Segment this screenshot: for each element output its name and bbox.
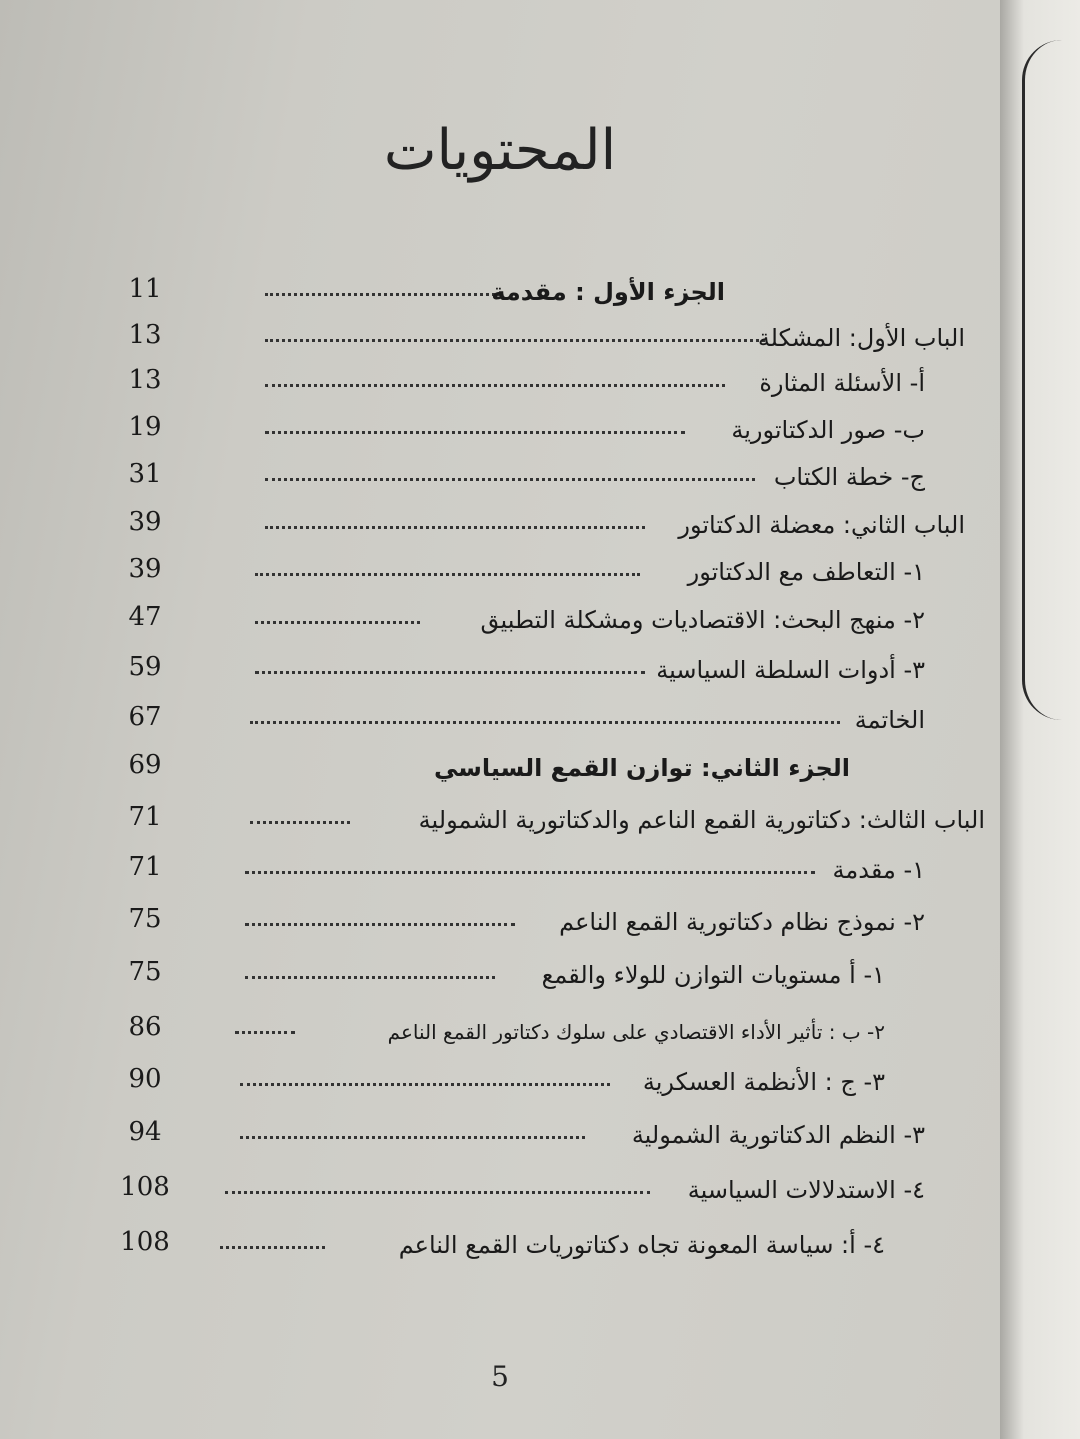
toc-entry bbox=[95, 840, 985, 884]
adjacent-page-edge bbox=[1000, 0, 1080, 1439]
toc-entry-label: ٣- أدوات السلطة السياسية bbox=[656, 656, 925, 684]
toc-page-number: 108 bbox=[120, 1172, 170, 1202]
toc-entry-label: أ- الأسئلة المثارة bbox=[759, 369, 925, 397]
toc-page-number: 69 bbox=[128, 750, 162, 780]
dot-leader bbox=[245, 976, 495, 979]
toc-entry-label: ٣- النظم الدكتاتورية الشمولية bbox=[631, 1121, 925, 1149]
toc-entry bbox=[95, 790, 985, 834]
toc-entry bbox=[95, 308, 985, 352]
dot-leader bbox=[255, 573, 640, 576]
dot-leader bbox=[245, 871, 815, 874]
toc-page-number: 39 bbox=[128, 554, 162, 584]
toc-page-number: 67 bbox=[128, 702, 162, 732]
dot-leader bbox=[265, 339, 765, 342]
dot-leader bbox=[245, 923, 515, 926]
page-number: 5 bbox=[491, 1360, 509, 1393]
toc-entry-label: ٢- ب : تأثير الأداء الاقتصادي على سلوك دكتاتور القمع الناعم bbox=[387, 1020, 885, 1044]
toc-entry bbox=[95, 400, 985, 444]
toc-entry bbox=[95, 690, 985, 734]
dot-leader bbox=[250, 721, 840, 724]
toc-page-number: 11 bbox=[128, 274, 162, 304]
toc-page-number: 75 bbox=[128, 904, 162, 934]
toc-entry bbox=[95, 495, 985, 539]
toc-entry bbox=[95, 738, 985, 782]
toc-page-number: 71 bbox=[128, 802, 162, 832]
toc-page-number: 90 bbox=[128, 1064, 162, 1094]
dot-leader bbox=[255, 671, 645, 674]
toc-entry-label: الخاتمة bbox=[854, 706, 925, 734]
toc-page-number: 75 bbox=[128, 957, 162, 987]
dot-leader bbox=[240, 1136, 585, 1139]
toc-page-number: 71 bbox=[128, 852, 162, 882]
bracket-decoration bbox=[1022, 40, 1080, 720]
toc-page-number: 47 bbox=[128, 602, 162, 632]
toc-page-number: 13 bbox=[128, 320, 162, 350]
dot-leader bbox=[250, 821, 350, 824]
toc-page-number: 39 bbox=[128, 507, 162, 537]
toc-page-number: 59 bbox=[128, 652, 162, 682]
toc-entry bbox=[95, 262, 985, 306]
toc-entry bbox=[95, 640, 985, 684]
page-title: المحتويات bbox=[383, 118, 617, 183]
toc-entry-label: ١- أ مستويات التوازن للولاء والقمع bbox=[541, 961, 885, 989]
toc-entry-label: ١- التعاطف مع الدكتاتور bbox=[687, 558, 925, 586]
dot-leader bbox=[255, 621, 420, 624]
toc-page-number: 94 bbox=[128, 1117, 162, 1147]
dot-leader bbox=[265, 526, 645, 529]
toc-entry bbox=[95, 1215, 985, 1259]
toc-entry-label: ٢- منهج البحث: الاقتصاديات ومشكلة التطبيق bbox=[480, 606, 925, 634]
dot-leader bbox=[265, 293, 500, 296]
dot-leader bbox=[220, 1246, 325, 1249]
toc-entry-label: ١- مقدمة bbox=[832, 856, 925, 884]
toc-entry bbox=[95, 892, 985, 936]
toc-entry-label: ٢- نموذج نظام دكتاتورية القمع الناعم bbox=[559, 908, 925, 936]
dot-leader bbox=[240, 1083, 610, 1086]
toc-entry-label: الجزء الأول : مقدمة bbox=[491, 278, 725, 306]
toc-page-number: 86 bbox=[128, 1012, 162, 1042]
toc-entry bbox=[95, 1105, 985, 1149]
toc-entry-label: الجزء الثاني: توازن القمع السياسي bbox=[433, 754, 850, 782]
toc-entry bbox=[95, 447, 985, 491]
toc-entry-label: ج- خطة الكتاب bbox=[773, 463, 925, 491]
dot-leader bbox=[265, 384, 725, 387]
toc-entry bbox=[95, 590, 985, 634]
toc-entry bbox=[95, 1000, 985, 1044]
toc-entry-label: الباب الثالث: دكتاتورية القمع الناعم والدكتاتورية الشمولية bbox=[418, 806, 985, 834]
toc-entry bbox=[95, 542, 985, 586]
toc-entry bbox=[95, 353, 985, 397]
toc-page-number: 19 bbox=[128, 412, 162, 442]
dot-leader bbox=[225, 1191, 650, 1194]
toc-entry bbox=[95, 945, 985, 989]
toc-page-number: 13 bbox=[128, 365, 162, 395]
toc-entry-label: ٤- الاستدلالات السياسية bbox=[687, 1176, 925, 1204]
toc-entry-label: الباب الأول: المشكلة bbox=[757, 324, 965, 352]
dot-leader bbox=[265, 431, 685, 434]
toc-page-number: 31 bbox=[128, 459, 162, 489]
toc-page-number: 108 bbox=[120, 1227, 170, 1257]
toc-entry-label: الباب الثاني: معضلة الدكتاتور bbox=[678, 511, 965, 539]
toc-entry-label: ٤- أ: سياسة المعونة تجاه دكتاتوريات القمع الناعم bbox=[398, 1231, 885, 1259]
dot-leader bbox=[235, 1031, 295, 1034]
dot-leader bbox=[265, 478, 755, 481]
toc-entry bbox=[95, 1052, 985, 1096]
toc-entry-label: ٣- ج : الأنظمة العسكرية bbox=[642, 1068, 885, 1096]
toc-entry bbox=[95, 1160, 985, 1204]
toc-entry-label: ب- صور الدكتاتورية bbox=[731, 416, 925, 444]
